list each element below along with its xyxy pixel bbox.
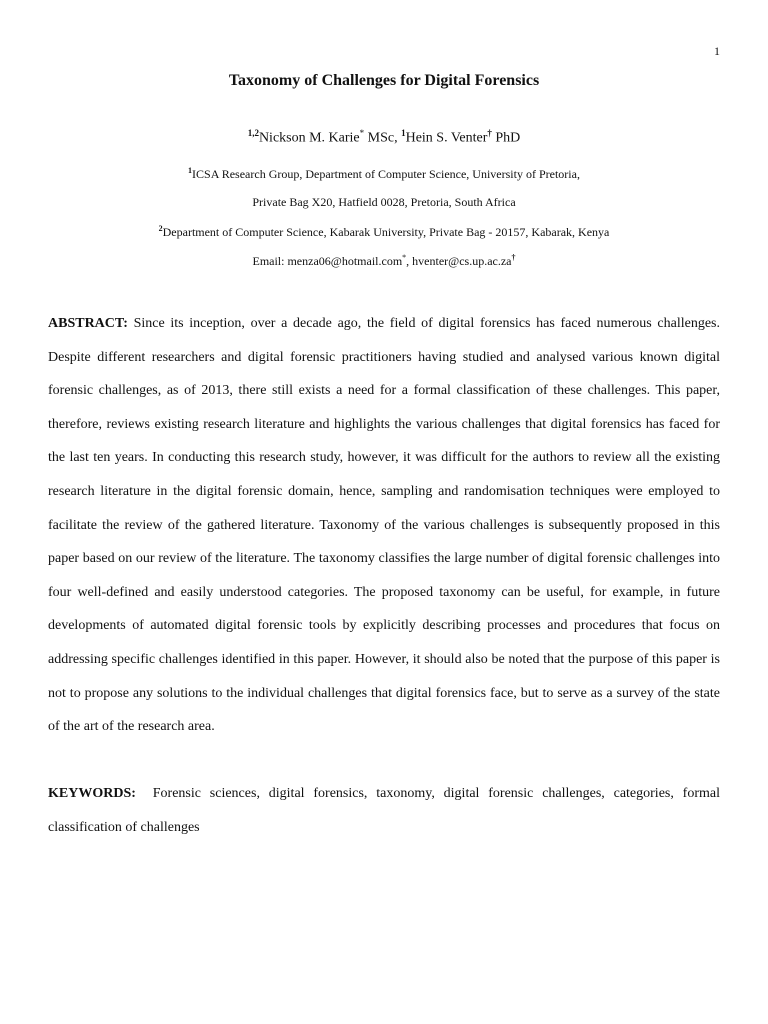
email-prefix: Email: menza06@hotmail.com: [252, 254, 403, 268]
email-mark-2: †: [511, 253, 516, 262]
email-second: , hventer@cs.up.ac.za: [406, 254, 512, 268]
affiliation-1-sup: 1: [188, 166, 193, 175]
keywords-paragraph: [48, 777, 720, 844]
affiliation-2: [0, 224, 768, 240]
author1-affiliation-sup: 1,2: [247, 128, 259, 138]
affiliation-1-line-1: [0, 166, 768, 182]
keywords-text: Forensic sciences, digital forensics, taxonomy, digital forensic challenges, categories, formal classification of challenges: [48, 786, 721, 835]
paper-title: Taxonomy of Challenges for Digital Forensics: [228, 72, 540, 89]
email-line: [0, 253, 768, 269]
abstract-text: Since its inception, over a decade ago, the field of digital forensics has faced numerous challenges. Despite different researchers and digital forensic practitioners having studied and analysed various known digital forensic challenges, as of 2013, there still exists a need for a formal classification of these challenges. This paper, therefore, reviews existing research literature and highlights the various challenges that digital forensics has faced for the last ten years. In conducting this research study, however, it was difficult for the authors to review all the existing research literature in the digital forensic domain, hence, sampling and randomisation techniques were employed to facilitate the review of the gathered literature. Taxonomy of the various challenges is subsequently proposed in this paper based on our review of the literature. The taxonomy classifies the large number of digital forensic challenges into four well-defined and easily understood categories. The proposed taxonomy can be useful, for example, in future developments of automated digital forensic tools by explicitly describing processes and procedures that focus on addressing specific challenges identified in this paper. However, it should also be noted that the purpose of this paper is not to propose any solutions to the individual challenges that digital forensics face, but to serve as a survey of the state of the art of the research area.: [48, 316, 721, 735]
author2-affiliation-sup: 1: [401, 128, 406, 138]
author-line: [0, 128, 768, 147]
abstract-paragraph: [48, 307, 720, 744]
author2-mark: †: [487, 128, 492, 138]
affiliation-1-line-2: Private Bag X20, Hatfield 0028, Pretoria, South Africa: [252, 195, 516, 209]
author2-name: Hein S. Venter: [405, 130, 488, 146]
affiliation-1-text: ICSA Research Group, Department of Computer Science, University of Pretoria,: [192, 167, 580, 181]
affiliation-2-text: Department of Computer Science, Kabarak University, Private Bag - 20157, Kabarak, Kenya: [162, 225, 610, 239]
author1-name: Nickson M. Karie: [258, 130, 360, 146]
email-mark-1: *: [402, 253, 407, 262]
author1-mark: *: [359, 128, 365, 138]
author1-degree: MSc,: [364, 130, 402, 146]
abstract-label: ABSTRACT:: [48, 316, 128, 331]
page-number: 1: [714, 44, 720, 58]
keywords-label: KEYWORDS:: [48, 786, 136, 801]
affiliation-2-sup: 2: [158, 224, 163, 233]
author2-degree: PhD: [491, 130, 521, 146]
